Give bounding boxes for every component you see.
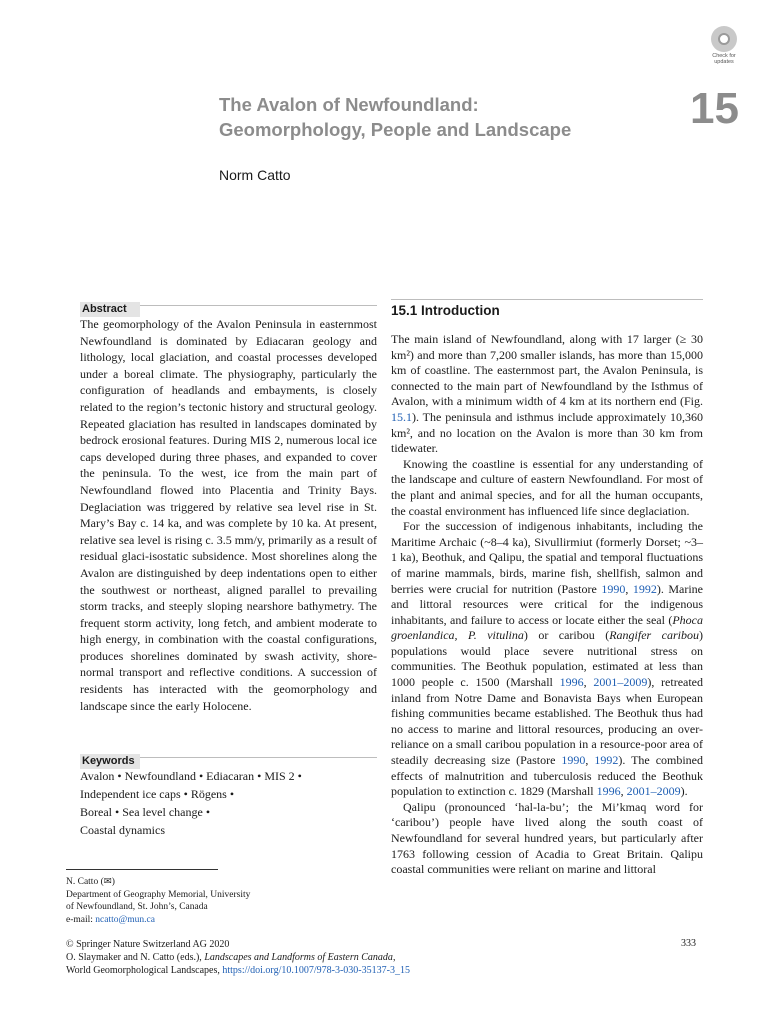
footnote-email-line: e-mail: ncatto@mun.ca xyxy=(66,914,155,925)
citation-link[interactable]: 1996 xyxy=(596,784,621,799)
footnote-author: N. Catto (✉) xyxy=(66,877,115,887)
species-name: Rangifer caribou xyxy=(609,628,699,643)
copyright-line: © Springer Nature Switzerland AG 2020 xyxy=(66,939,230,950)
abstract-divider xyxy=(140,305,377,306)
page-number: 333 xyxy=(681,938,696,949)
species-name: Phoca groenlandica, P. vitulina xyxy=(391,612,703,643)
citation-link[interactable]: 1992 xyxy=(632,581,657,596)
series-doi-line: World Geomorphological Landscapes, https://doi.org/10.1007/978-3-030-35137-3_15 xyxy=(66,965,410,976)
paragraph-3: For the succession of indigenous inhabitants, including the Maritime Archaic (~8–4 ka), Sivullirmiut (formerly Dorset; ~3–1 ka), Beothuk, and Qalipu, the spatial and temporal fluctuations of marine mammals, birds, marine fish, shellfish, salmon and berries were crucial for nutrition (Pastore 1990, 1992). Marine and littoral resources were critical for the indigenous inhabitants, and failure to access or locate either the seal (Phoca groenlandica, P. vitulina) or caribou (Rangifer caribou) populations would place severe nutritional stress on communities. The Beothuk population, estimated at less than 1000 people c. 1500 (Marshall 1996, 2001–2009), retreated inland from Notre Dame and Bonavista Bays when European fishing communities became established. The Beothuk thus had no access to marine and littoral resources, producing an over-reliance on a small caribou population in a resource-poor area of steadily decreasing size (Pastore 1990, 1992). The combined effects of malnutrition and tuberculosis reduced the Beothuk population to extinction c. 1829 (Marshall 1996, 2001–2009). xyxy=(391,519,704,799)
citation-link[interactable]: 1992 xyxy=(594,753,619,768)
badge-line1: Check for xyxy=(712,53,736,59)
footnote-divider xyxy=(66,869,218,870)
figure-link[interactable]: 15.1 xyxy=(391,409,412,424)
keywords-divider xyxy=(140,757,377,758)
book-citation-line: O. Slaymaker and N. Catto (eds.), Landscapes and Landforms of Eastern Canada, xyxy=(66,952,396,963)
chapter-title-line2: Geomorphology, People and Landscape xyxy=(219,119,572,140)
citation-link[interactable]: 2001–2009 xyxy=(593,675,648,690)
chapter-title-line1: The Avalon of Newfoundland: xyxy=(219,94,479,115)
keywords-line4: Coastal dynamics xyxy=(80,823,165,837)
keywords-label: Keywords xyxy=(80,754,140,769)
footnote-location: of Newfoundland, St. John’s, Canada xyxy=(66,902,208,912)
paragraph-4: Qalipu (pronounced ‘hal-la-bu’; the Mi’kmaq word for ‘caribou’) people have lived along the south coast of Newfoundland for several hundred years, but particularly after 1763 following cession of Acadia to Great Britain. Qalipu coastal communities were reliant on marine and littoral xyxy=(391,799,703,877)
chapter-title xyxy=(219,92,571,142)
keywords-line2: Independent ice caps • Rögens • xyxy=(80,787,235,801)
keywords-line3: Boreal • Sea level change • xyxy=(80,805,211,819)
abstract-label: Abstract xyxy=(80,302,140,317)
doi-link[interactable]: https://doi.org/10.1007/978-3-030-35137-3_15 xyxy=(222,965,410,976)
email-link[interactable]: ncatto@mun.ca xyxy=(95,914,155,925)
badge-line2: updates xyxy=(714,59,734,65)
body-text xyxy=(391,332,703,878)
check-for-updates-icon xyxy=(711,26,737,52)
keywords-list xyxy=(80,767,377,839)
section-heading-introduction: 15.1 Introduction xyxy=(391,303,500,318)
author-name: Norm Catto xyxy=(219,167,291,183)
paragraph-1: The main island of Newfoundland, along with 17 larger (≥ 30 km²) and more than 7,200 smaller islands, has more than 15,000 km of coastline. The easternmost part, the Avalon Peninsula, is connected to the main part of Newfoundland by the Isthmus of Avalon, with a minimum width of 4 km at its northern end (Fig. 15.1). The peninsula and isthmus include approximately 10,360 km², and no location on the Avalon is more than 30 km from tidewater. xyxy=(391,332,703,456)
citation-link[interactable]: 1990 xyxy=(561,753,586,768)
abstract-heading xyxy=(80,299,377,317)
author-affiliation xyxy=(66,876,366,926)
citation-link[interactable]: 1996 xyxy=(559,675,584,690)
paragraph-2: Knowing the coastline is essential for any understanding of the landscape and culture of eastern Newfoundland. For most of the plant and animal species, and for all the human occupants, the coastal environment has influenced life since deglaciation. xyxy=(391,456,703,518)
chapter-number: 15 xyxy=(690,84,739,133)
copyright-footer xyxy=(66,938,706,977)
citation-link[interactable]: 2001–2009 xyxy=(626,784,681,799)
check-for-updates-badge[interactable] xyxy=(706,26,742,64)
intro-divider xyxy=(391,299,703,300)
book-title: Landscapes and Landforms of Eastern Canada xyxy=(204,952,393,963)
footnote-dept: Department of Geography Memorial, University xyxy=(66,889,251,900)
abstract-text: The geomorphology of the Avalon Peninsula in easternmost Newfoundland is dominated by Ediacaran geology and lithology, local glaciation, and coastal processes developed under a boreal climate. The physiography, particularly the configuration of headlands and embayments, is closely related to the region’s tectonic history and structural geology. Repeated glaciation has resulted in landscapes dominated by bedrock erosional features. During MIS 2, numerous local ice caps developed during three phases, and expanded to cover the peninsula. To the west, ice from the main part of Newfoundland flowed into Placentia and Trinity Bays. Deglaciation was triggered by relative sea level rise in St. Mary’s Bay c. 14 ka, and was complete by 10 ka. At present, relative sea level is rising c. 3.5 mm/y, primarily as a result of residual glaci-isostatic subsidence. Most shorelines along the Avalon are distinguished by deep indentations open to either the southwest or northeast, aligned parallel to prevailing storm tracks, and steeply sloping nearshore bathymetry. The frequent storm activity, long fetch, and ambient moderate to high energy, in combination with the coastal configurations, produces shorelines dominated by swash activity, shore-normal transport and reflective conditions. A succession of residents has interacted with the geomorphology and landscape since the early Holocene. xyxy=(80,317,377,713)
keywords-line1: Avalon • Newfoundland • Ediacaran • MIS 2 • xyxy=(80,769,302,783)
citation-link[interactable]: 1990 xyxy=(601,581,626,596)
